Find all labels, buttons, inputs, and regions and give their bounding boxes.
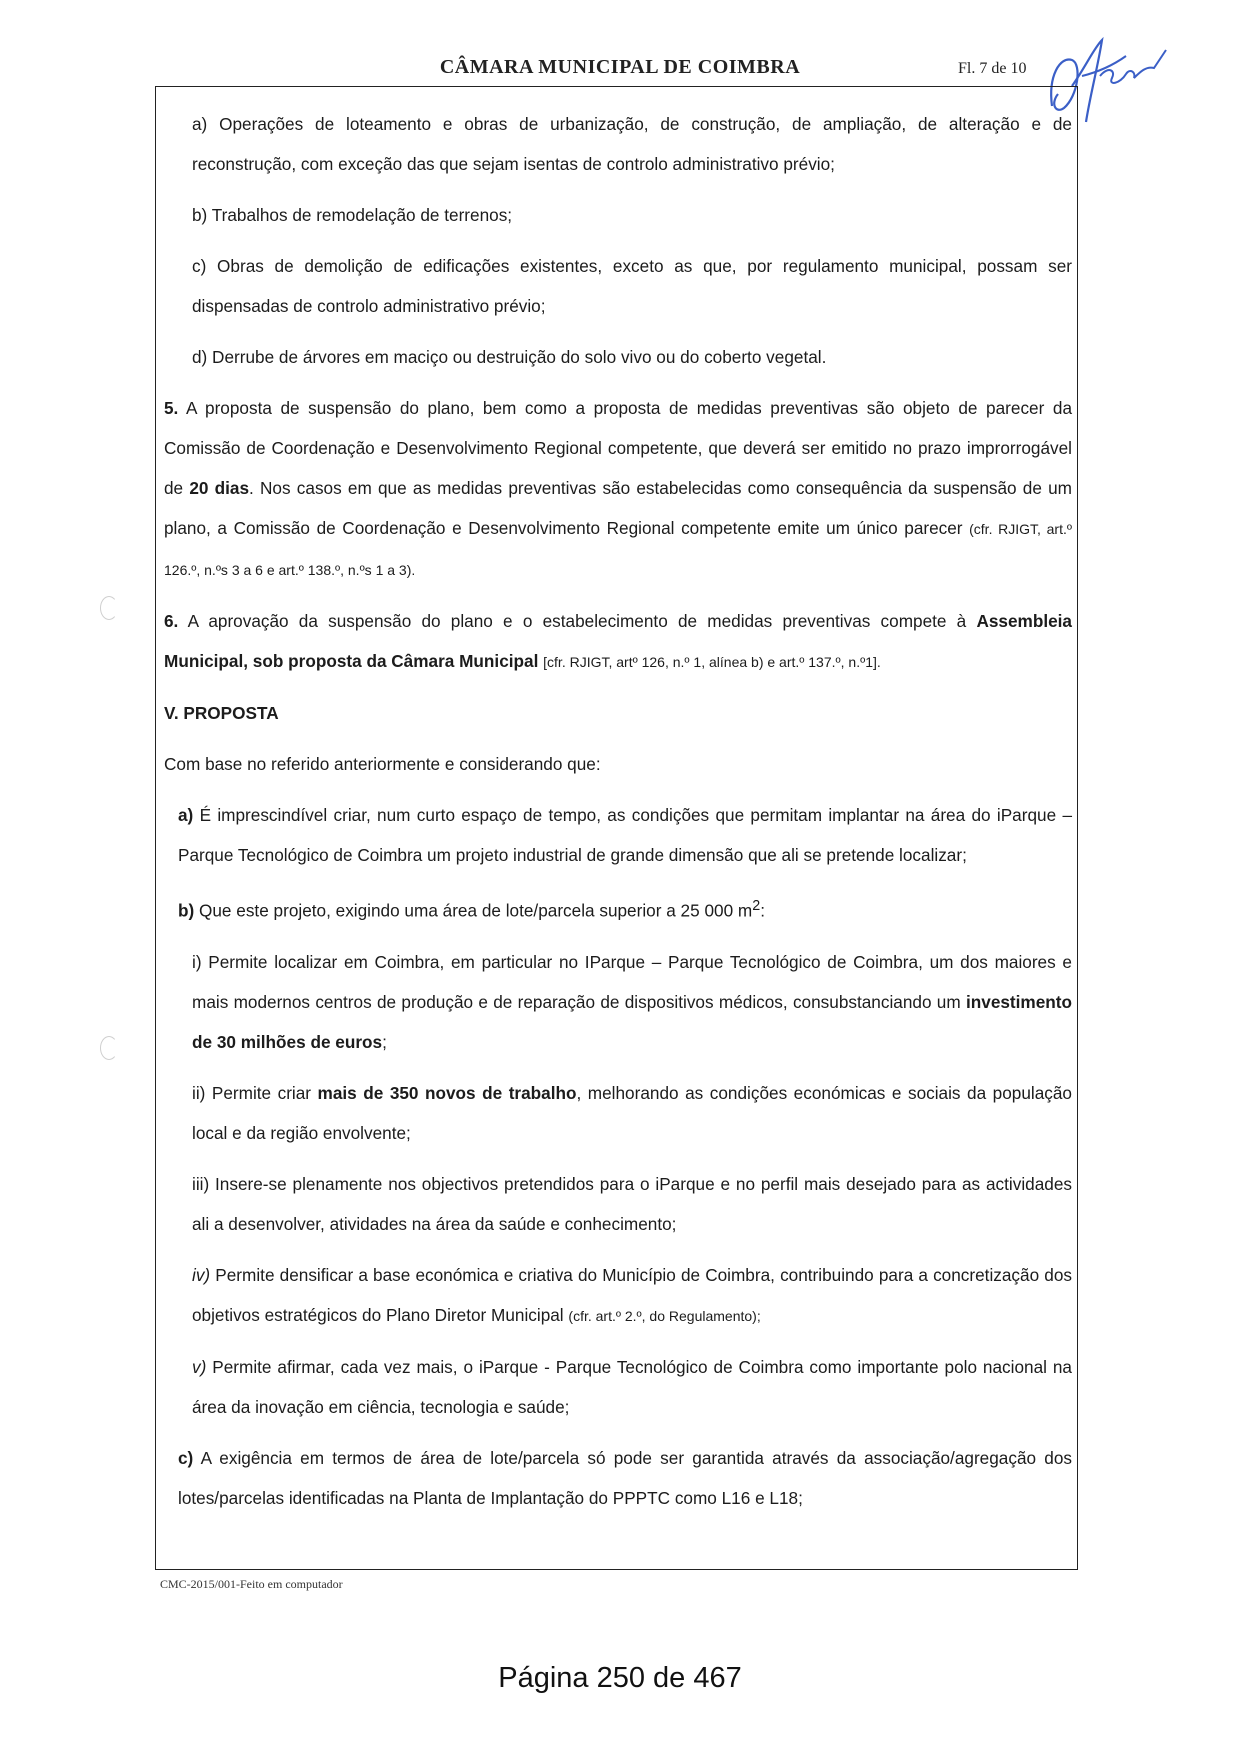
item-label: c)	[178, 1447, 194, 1468]
item-4d: d) Derrube de árvores em maciço ou destruição do solo vivo ou do coberto vegetal.	[192, 347, 827, 367]
section-heading	[164, 693, 1072, 733]
item-4b: b) Trabalhos de remodelação de terrenos;	[192, 205, 513, 225]
item-text: ;	[382, 1031, 387, 1052]
page-number: Página 250 de 467	[498, 1662, 742, 1694]
header-title: CÂMARA MUNICIPAL DE COIMBRA	[439, 56, 801, 78]
paragraph-number: 5.	[164, 398, 179, 418]
legal-citation: [cfr. RJIGT, artº 126, n.º 1, alínea b) e art.º 137.º, n.º1].	[543, 654, 881, 670]
sub-item-i	[164, 942, 1072, 1062]
sub-item-ii	[164, 1073, 1072, 1153]
emphasis: 20 dias	[189, 478, 250, 498]
paragraph-6	[164, 601, 1072, 682]
scan-artifact-ring	[100, 596, 118, 620]
item-text: , melhorando as condições económicas e sociais da população local e da região envolvente;	[192, 1082, 1072, 1143]
item-label: v)	[192, 1356, 207, 1377]
item-4c: c) Obras de demolição de edificações existentes, exceto as que, por regulamento municipal, possam ser dispensadas de controlo administrativo prévio;	[192, 256, 1072, 316]
paragraph-text: A proposta de suspensão do plano, bem como a proposta de medidas preventivas são objeto de parecer da Comissão de Coordenação e Desenvolvimento Regional competente, que deverá ser emitido no prazo improrrogável de	[164, 398, 1072, 498]
item-text: Que este projeto, exigindo uma área de lote/parcela superior a 25 000 m	[194, 900, 753, 921]
paragraph-text: . Nos casos em que as medidas preventivas são estabelecidas como consequência da suspensão de um plano, a Comissão de Coordenação e Desenvolvimento Regional competente emite um único parecer	[164, 478, 1072, 538]
item-text: ii) Permite criar	[192, 1082, 318, 1103]
item-text: A exigência em termos de área de lote/parcela só pode ser garantida através da associação/agregação dos lotes/parcelas identificadas na Planta de Implantação do PPPTC como L16 e L18;	[178, 1447, 1072, 1508]
sub-item-iv	[164, 1255, 1072, 1336]
sub-item-v	[164, 1347, 1072, 1427]
sub-item-iii: iii) Insere-se plenamente nos objectivos pretendidos para o iParque e no perfil mais desejado para as actividades ali a desenvolver, atividades na área da saúde e conhecimento;	[192, 1173, 1072, 1234]
proposal-item-b	[164, 886, 1072, 931]
item-4a: a) Operações de loteamento e obras de urbanização, de construção, de ampliação, de alteração e de reconstrução, com exceção das que sejam isentas de controlo administrativo prévio;	[192, 114, 1072, 174]
scan-artifact-ring	[100, 1036, 118, 1060]
legal-citation: (cfr. RJIGT, art.º 126.º, n.ºs 3 a 6 e art.º 138.º, n.ºs 1 a 3).	[164, 521, 1072, 578]
item-label: a)	[178, 805, 194, 825]
item-text: Permite densificar a base económica e criativa do Município de Coimbra, contribuindo para a concretização dos objetivos estratégicos do Plano Diretor Municipal	[192, 1264, 1072, 1325]
proposal-item-c	[164, 1438, 1072, 1518]
superscript: 2	[752, 898, 761, 914]
legal-citation: (cfr. art.º 2.º, do Regulamento);	[568, 1307, 761, 1324]
paragraph-5	[164, 388, 1072, 590]
proposal-intro: Com base no referido anteriormente e considerando que:	[164, 754, 601, 774]
item-label: iv)	[192, 1264, 211, 1285]
emphasis: investimento de 30 milhões de euros	[192, 991, 1072, 1052]
folio-number: Fl. 7 de 10	[958, 60, 1027, 77]
proposal-item-a	[164, 795, 1072, 875]
item-label: b)	[178, 900, 195, 921]
item-text-end: :	[760, 900, 765, 921]
item-text: i) Permite localizar em Coimbra, em particular no IParque – Parque Tecnológico de Coimbra, um dos maiores e mais modernos centros de produção e de reparação de dispositivos médicos, consubstanciando um	[192, 951, 1072, 1012]
document-body	[164, 104, 1072, 1529]
item-text: É imprescindível criar, num curto espaço de tempo, as condições que permitam implantar na área do iParque – Parque Tecnológico de Coimbra um projeto industrial de grande dimensão que ali se pretende localizar;	[178, 805, 1072, 865]
item-text: Permite afirmar, cada vez mais, o iParque - Parque Tecnológico de Coimbra como importante polo nacional na área da inovação em ciência, tecnologia e saúde;	[192, 1356, 1072, 1417]
paragraph-number: 6.	[164, 611, 179, 631]
paragraph-text: A aprovação da suspensão do plano e o estabelecimento de medidas preventivas compete à	[178, 611, 977, 631]
section-heading-text: V. PROPOSTA	[164, 703, 279, 723]
emphasis: mais de 350 novos de trabalho	[317, 1082, 577, 1103]
emphasis: Assembleia Municipal, sob proposta da Câmara Municipal	[164, 611, 1072, 671]
footer-code: CMC-2015/001-Feito em computador	[160, 1577, 343, 1591]
